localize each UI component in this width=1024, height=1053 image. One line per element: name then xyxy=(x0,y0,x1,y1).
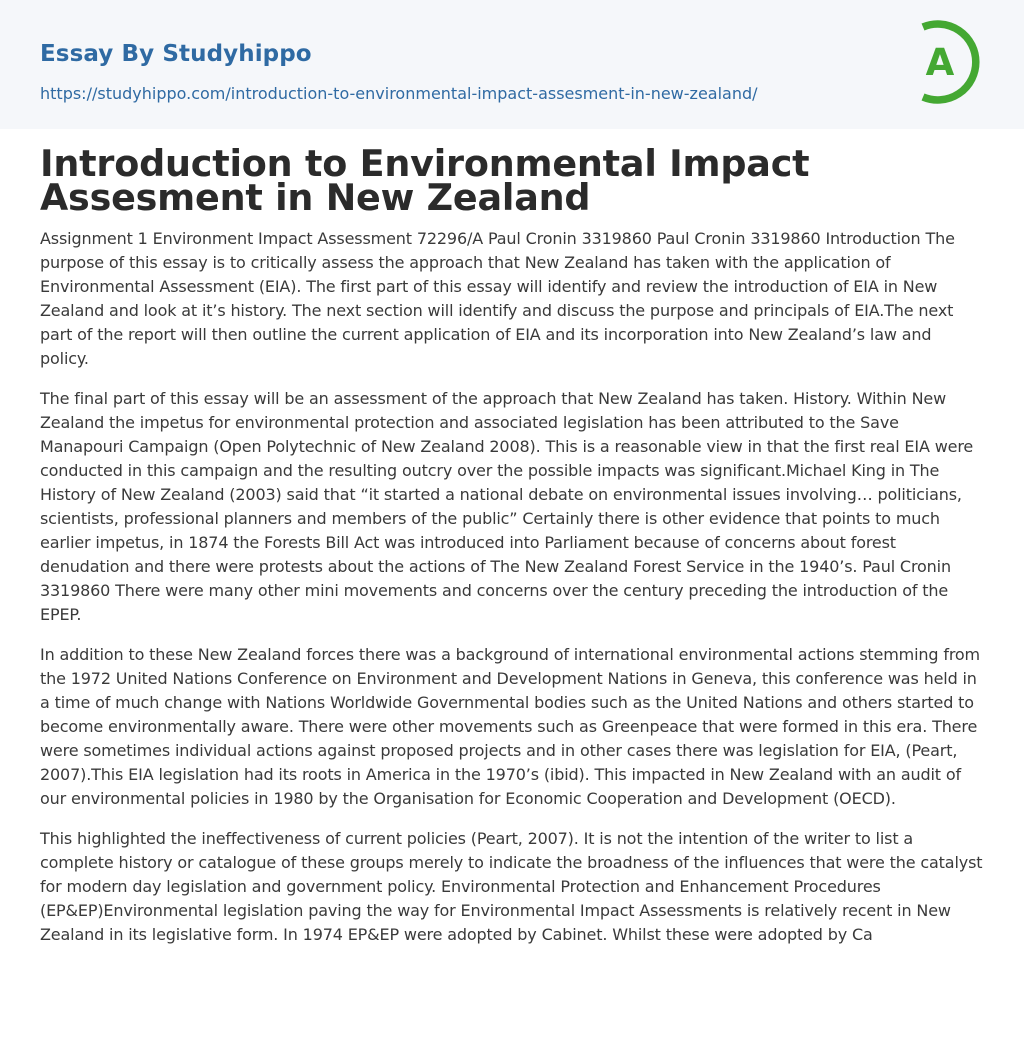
article-paragraph: Assignment 1 Environment Impact Assessment 72296/A Paul Cronin 3319860 Paul Cronin 3319860 Introduction The purpose of this essay is to critically assess the approach that New Zealand has taken with the application of Environmental Assessment (EIA). The first part of this essay will identify and review the introduction of EIA in New Zealand and look at it’s history. The next section will identify and discuss the purpose and principals of EIA.The next part of the report will then outline the current application of EIA and its incorporation into New Zealand’s law and policy. xyxy=(40,229,955,368)
article-paragraph: The final part of this essay will be an assessment of the approach that New Zealand has taken. History. Within New Zealand the impetus for environmental protection and associated legislation has been attributed to the Save Manapouri Campaign (Open Polytechnic of New Zealand 2008). This is a reasonable view in that the first real EIA were conducted in this campaign and the resulting outcry over the possible impacts was significant.Michael King in The History of New Zealand (2003) said that “it started a national debate on environmental issues involving… politicians, scientists, professional planners and members of the public” Certainly there is other evidence that points to much earlier impetus, in 1874 the Forests Bill Act was introduced into Parliament because of concerns about forest denudation and there were protests about the actions of The New Zealand Forest Service in the 1940’s. Paul Cronin 3319860 There were many other mini movements and concerns over the century preceding the introduction of the EPEP. xyxy=(40,389,974,624)
article xyxy=(0,142,1024,947)
page-url-link[interactable]: https://studyhippo.com/introduction-to-environmental-impact-assesment-in-new-zealand/ xyxy=(40,84,758,103)
article-paragraph: In addition to these New Zealand forces there was a background of international environmental actions stemming from the 1972 United Nations Conference on Environment and Development Nations in Geneva, this conference was held in a time of much change with Nations Worldwide Governmental bodies such as the United Nations and others started to become environmentally aware. There were other movements such as Greenpeace that were formed in this era. There were sometimes individual actions against proposed projects and in other cases there was legislation for EIA, (Peart, 2007).This EIA legislation had its roots in America in the 1970’s (ibid). This impacted in New Zealand with an audit of our environmental policies in 1980 by the Organisation for Economic Cooperation and Development (OECD). xyxy=(40,645,980,808)
logo-letter: A xyxy=(925,41,955,84)
studyhippo-logo-icon[interactable] xyxy=(909,17,989,107)
page-title: Introduction to Environmental Impact Assesment in New Zealand xyxy=(40,142,810,219)
site-header xyxy=(0,0,1024,129)
site-brand[interactable]: Essay By Studyhippo xyxy=(40,41,312,67)
article-paragraph: This highlighted the ineffectiveness of current policies (Peart, 2007). It is not the intention of the writer to list a complete history or catalogue of these groups merely to indicate the broadness of the influences that were the catalyst for modern day legislation and government policy. Environmental Protection and Enhancement Procedures (EP&EP)Environmental legislation paving the way for Environmental Impact Assessments is relatively recent in New Zealand in its legislative form. In 1974 EP&EP were adopted by Cabinet. Whilst these were adopted by Ca xyxy=(40,829,983,944)
